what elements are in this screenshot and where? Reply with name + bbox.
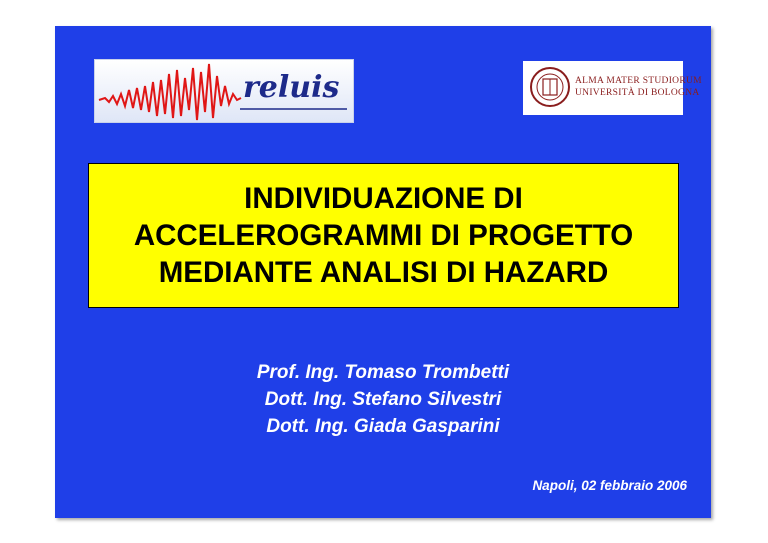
author-1: Prof. Ing. Tomaso Trombetti (256, 362, 510, 383)
unibo-logo (523, 61, 702, 115)
slide-title (134, 180, 633, 291)
university-line-2: UNIVERSITÀ DI BOLOGNA (575, 88, 700, 98)
university-seal-icon (529, 66, 571, 108)
reluis-wordmark: reluis (243, 70, 340, 105)
university-line-1: ALMA MATER STUDIORUM (575, 76, 702, 86)
reluis-logo (94, 59, 354, 123)
university-name (575, 75, 702, 99)
title-line-1: INDIVIDUAZIONE DI (244, 182, 523, 215)
author-2: Dott. Ing. Stefano Silvestri (264, 389, 502, 410)
title-line-3: MEDIANTE ANALISI DI HAZARD (158, 256, 609, 289)
author-3: Dott. Ing. Giada Gasparini (266, 416, 500, 437)
title-box (88, 163, 679, 308)
presentation-date: Napoli, 02 febbraio 2006 (532, 478, 687, 493)
title-line-2: ACCELEROGRAMMI DI PROGETTO (133, 219, 634, 252)
slide (55, 26, 711, 518)
authors (55, 359, 711, 440)
